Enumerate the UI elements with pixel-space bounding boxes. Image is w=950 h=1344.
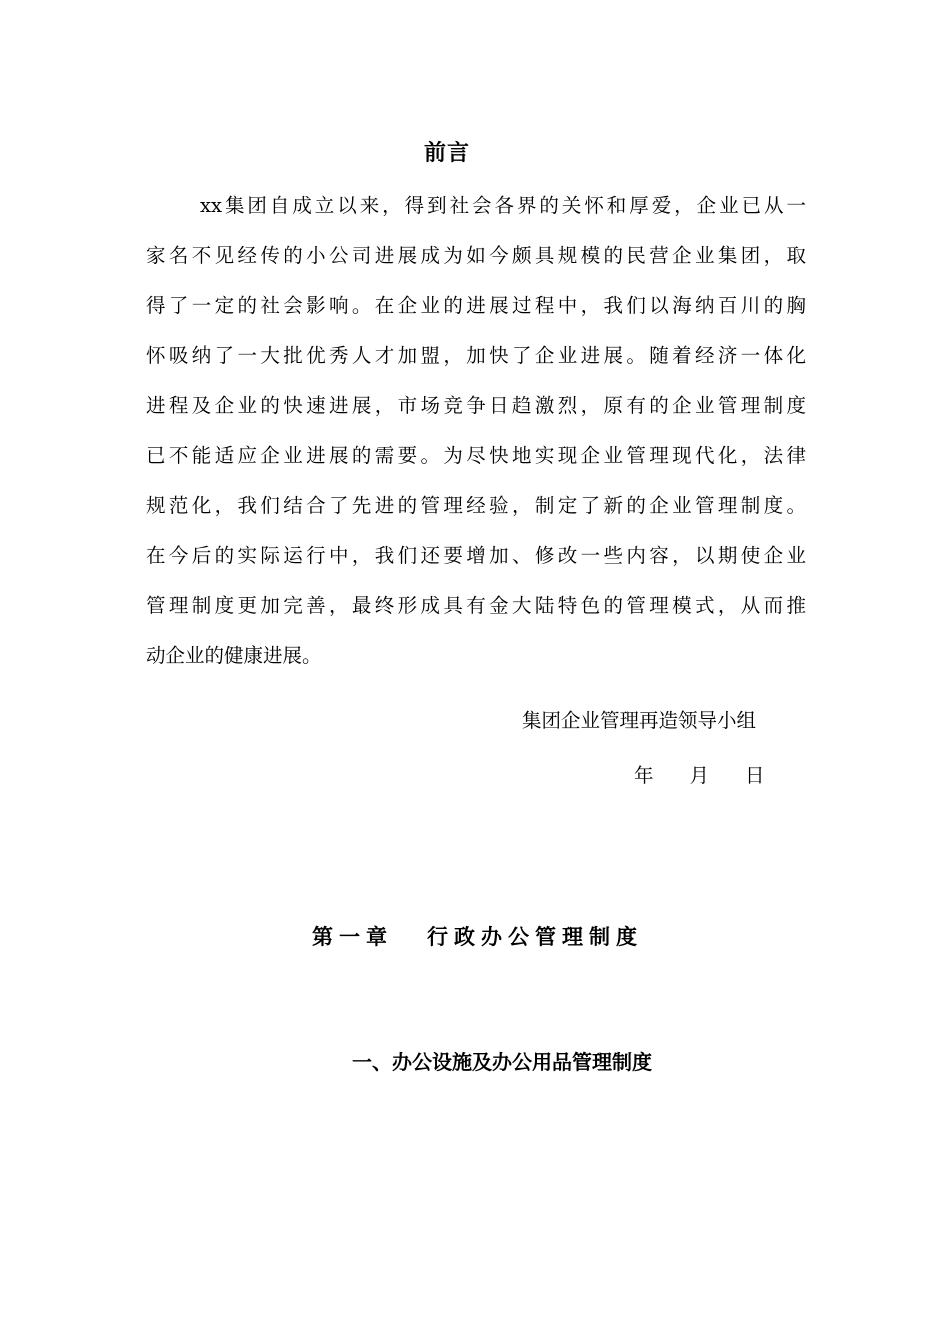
preface-line-2: 家名不见经传的小公司进展成为如今颇具规模的民营企业集团，取: [146, 244, 806, 267]
preface-line-3: 得了一定的社会影响。在企业的进展过程中，我们以海纳百川的胸: [146, 294, 806, 317]
date-month: 月: [689, 764, 710, 787]
signature: 集团企业管理再造领导小组: [522, 709, 757, 732]
chapter-heading: [312, 921, 643, 951]
preface-line-9: 管理制度更加完善，最终形成具有金大陆特色的管理模式，从而推: [146, 594, 806, 617]
preface-line-7: 规范化，我们结合了先进的管理经验，制定了新的企业管理制度。: [146, 494, 806, 517]
preface-title: 前言: [423, 141, 470, 166]
preface-body: [146, 181, 806, 681]
preface-line-10: 动企业的健康进展。: [146, 644, 322, 667]
preface-line-4: 怀吸纳了一大批优秀人才加盟，加快了企业进展。随着经济一体化: [146, 344, 806, 367]
chapter-number: 第一章: [312, 925, 393, 949]
date-line: [634, 760, 765, 788]
chapter-title: 行政办公管理制度: [427, 925, 643, 949]
preface-line-8: 在今后的实际运行中，我们还要增加、修改一些内容，以期使企业: [146, 544, 806, 567]
preface-line-5: 进程及企业的快速进展，市场竞争日趋激烈，原有的企业管理制度: [146, 394, 806, 417]
date-day: 日: [745, 764, 765, 787]
section-title: 一、办公设施及办公用品管理制度: [352, 1050, 652, 1074]
preface-line-1: xx集团自成立以来，得到社会各界的关怀和厚爱，企业已从一: [200, 194, 806, 217]
date-year: 年: [634, 764, 654, 787]
preface-line-6: 已不能适应企业进展的需要。为尽快地实现企业管理现代化，法律: [146, 444, 806, 467]
